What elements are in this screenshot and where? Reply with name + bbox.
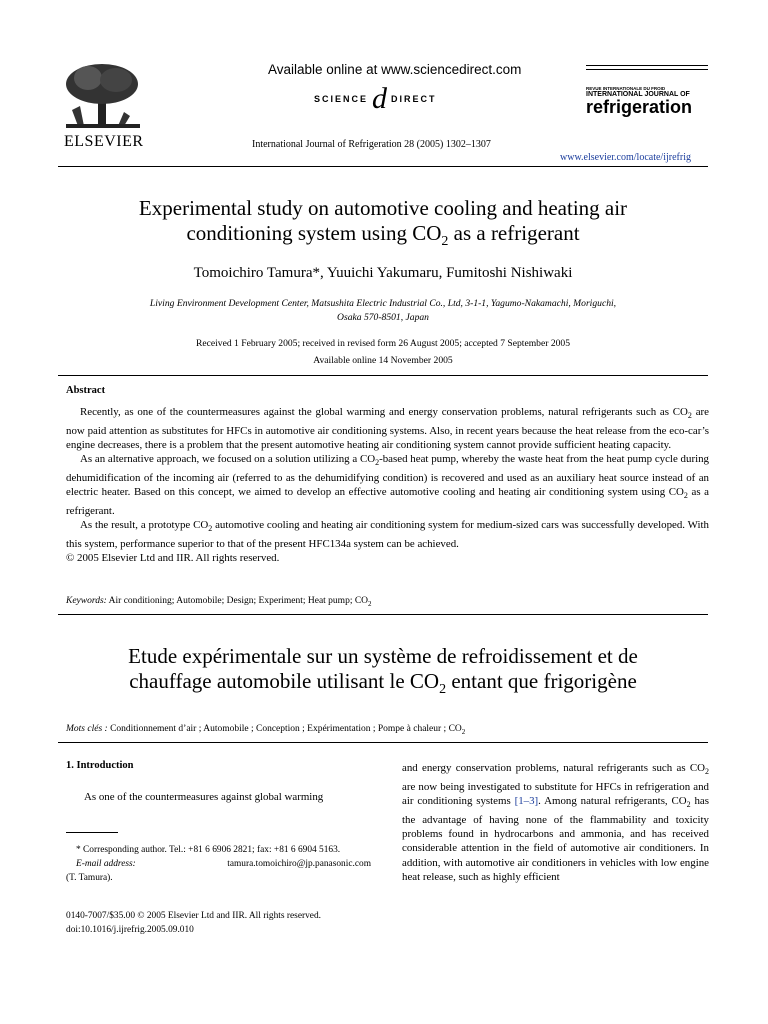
citation-link[interactable]: [1–3] — [514, 794, 539, 807]
publisher-name: ELSEVIER — [64, 133, 144, 150]
copyright-line: © 2005 Elsevier Ltd and IIR. All rights reserved. — [66, 552, 280, 565]
journal-logo-small: REVUE INTERNATIONALE DU FROID — [586, 86, 666, 91]
abstract-paragraph: As an alternative approach, we focused on a solution utilizing a $CO_2$-based heat pump, whereby the waste heat from the heat pump cycle during dehumidification of the incoming air (referred to as the dehumidifying condition) is recovered and used as an auxiliary heat source instead of an electric heater. Based on this concept, we aimed to develop an effective automotive cooling and heating air conditioning system using $CO_2$ as a refrigerant. — [66, 453, 709, 517]
keywords-label: Keywords: — [66, 596, 107, 606]
sd-right-text: DIRECT — [391, 94, 437, 104]
section-heading-introduction: 1. Introduction — [66, 760, 134, 771]
journal-reference: International Journal of Refrigeration 28 (2005) 1302–1307 — [252, 139, 491, 150]
article-title — [58, 196, 708, 254]
intro-left-text: As one of the countermeasures against global warming — [84, 791, 324, 803]
affiliation: Living Environment Development Center, Matsushita Electric Industrial Co., Ltd, 3-1-1, Yagumo-Nakamachi, Moriguchi, Osaka 570-8501, Japan — [149, 298, 617, 323]
available-online-link[interactable]: Available online at www.sciencedirect.com — [268, 62, 522, 77]
abstract-paragraph: Recently, as one of the countermeasures against the global warming and energy conservation problems, natural refrigerants such as $CO_2$ are now paid attention as substitutes for HFCs in automotive air conditioning systems. Also, in recent years because the heat release from the eco-car’s engine decreases, there is a problem that the present automotive heating air conditioning system cannot provide sufficient heating capacity. — [66, 406, 709, 451]
footnote-divider — [66, 832, 118, 833]
sd-at-icon: d — [372, 82, 388, 115]
article-dates — [58, 335, 708, 369]
abstract-divider-bottom — [58, 614, 708, 615]
sciencedirect-logo[interactable] — [314, 84, 437, 114]
email-name: (T. Tamura). — [66, 873, 113, 883]
header-divider — [58, 166, 708, 167]
email-note — [66, 857, 371, 871]
authors: Tomoichiro Tamura*, Yuuichi Yakumaru, Fumitoshi Nishiwaki — [193, 265, 573, 281]
received-dates: Received 1 February 2005; received in revised form 26 August 2005; accepted 7 September 2005 — [195, 338, 571, 349]
journal-logo-title: INTERNATIONAL JOURNAL OF — [586, 91, 690, 98]
corresponding-author-note: * Corresponding author. Tel.: +81 6 6906 2821; fax: +81 6 6904 5163. — [76, 845, 341, 855]
doi-line[interactable]: doi:10.1016/j.ijrefrig.2005.09.010 — [66, 925, 194, 935]
french-divider — [58, 742, 708, 743]
french-keywords-label: Mots clés : — [66, 724, 108, 734]
sd-left-text: SCIENCE — [314, 94, 369, 104]
footnotes — [66, 843, 371, 885]
email-link[interactable]: tamura.tomoichiro@jp.panasonic.com — [227, 859, 371, 869]
available-date: Available online 14 November 2005 — [313, 355, 453, 366]
french-title: Etude expérimentale sur un système de refroidissement et de chauffage automobile utilisant le $CO_2$ entant que frigorigène — [128, 644, 638, 698]
elsevier-tree-logo — [58, 60, 148, 137]
journal-logo — [586, 65, 708, 118]
corresponding-author-mark[interactable]: * — [312, 265, 320, 281]
intro-right-text: and energy conservation problems, natural refrigerants such as $CO_2$ are now being investigated to substitute for HFCs in refrigeration and air conditioning systems [1–3]. Among natural refrigerants, $CO_2$ has the advantage of having none of the flammability and toxicity problems found in hydrocarbons and ammonia, and has received considerable attention in the field of automotive air conditioners. In addition, with automotive air conditioners in vehicles with low engine heat release, such as highly efficient — [402, 762, 709, 884]
abstract-body — [66, 405, 709, 566]
french-keywords: Mots clés : Conditionnement d’air ; Automobile ; Conception ; Expérimentation ; Pompe à chaleur ; $CO_2$ — [66, 724, 466, 736]
issn-info — [66, 909, 386, 937]
email-label: E-mail address: — [76, 859, 136, 869]
abstract-divider-top — [58, 375, 708, 376]
abstract-heading: Abstract — [66, 385, 106, 396]
issn-line: 0140-7007/$35.00 © 2005 Elsevier Ltd and IIR. All rights reserved. — [66, 911, 321, 921]
title-line-2: conditioning system using $CO_2$ as a refrigerant — [186, 221, 580, 250]
title-line-1: Experimental study on automotive cooling and heating air — [138, 196, 628, 220]
journal-homepage-link[interactable]: www.elsevier.com/locate/ijrefrig — [560, 152, 691, 163]
abstract-paragraph: As the result, a prototype $CO_2$ automotive cooling and heating air conditioning system for medium-sized cars was successfully developed. With this system, performance superior to that of the present HFC134a system can be achieved. — [66, 519, 709, 550]
journal-logo-brand: refrigeration — [586, 97, 693, 117]
keywords: Keywords: Air conditioning; Automobile; Design; Experiment; Heat pump; $CO_2$ — [66, 596, 372, 608]
